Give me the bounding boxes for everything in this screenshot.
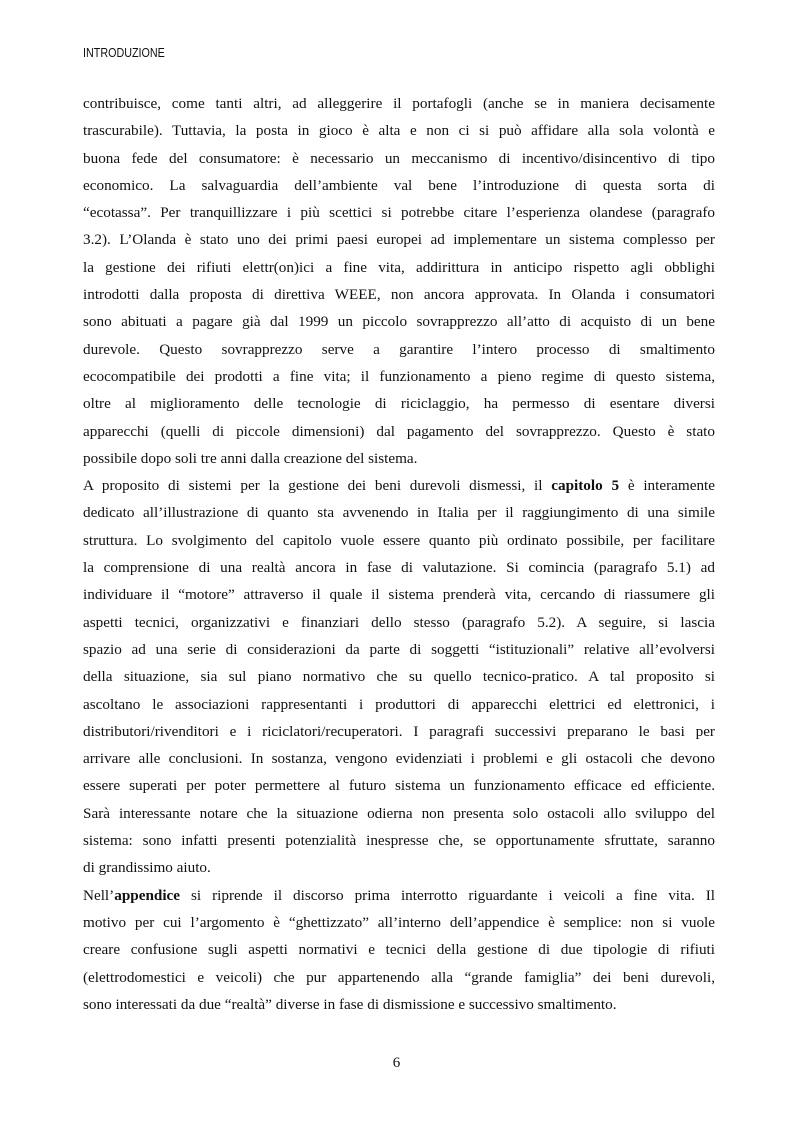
text-segment: di grandissimo aiuto. <box>83 859 211 877</box>
text-line <box>83 199 715 226</box>
text-line <box>83 527 715 554</box>
text-segment: durevole. Questo sovrapprezzo serve a garantire l’intero processo di smaltimento <box>83 340 715 358</box>
text-line <box>83 117 715 144</box>
text-segment: “ecotassa”. Per tranquillizzare i più scettici si potrebbe citare l’esperienza olandese (paragrafo <box>83 204 715 222</box>
bold-term: capitolo 5 <box>551 477 620 495</box>
text-segment: creare confusione sugli aspetti normativi e tecnici della gestione di due tipologie di rifiuti <box>83 941 715 959</box>
text-line <box>83 964 715 991</box>
text-segment: introdotti dalla proposta di direttiva WEEE, non ancora approvata. In Olanda i consumatori <box>83 286 715 304</box>
text-line <box>83 718 715 745</box>
text-segment: è interamente <box>619 477 716 495</box>
text-line <box>83 308 715 335</box>
text-segment: motivo per cui l’argomento è “ghettizzato” all’interno dell’appendice è semplice: non si vuole <box>83 913 715 931</box>
text-segment: sono abituati a pagare già dal 1999 un piccolo sovrapprezzo all’atto di acquisto di un bene <box>83 313 715 331</box>
text-segment: Sarà interessante notare che la situazione odierna non presenta solo ostacoli allo sviluppo del <box>83 804 715 822</box>
text-line <box>83 336 715 363</box>
running-header: INTRODUZIONE <box>83 46 165 60</box>
text-line <box>83 745 715 772</box>
text-segment: aspetti tecnici, organizzativi e finanziari dello stesso (paragrafo 5.2). A seguire, si lascia <box>83 613 715 631</box>
text-line <box>83 991 715 1018</box>
text-segment: si riprende il discorso prima interrotto riguardante i veicoli a fine vita. Il <box>180 886 715 904</box>
text-segment: ecocompatibile dei prodotti a fine vita; il funzionamento a pieno regime di questo sistema, <box>83 367 715 385</box>
text-line <box>83 854 715 881</box>
text-line <box>83 609 715 636</box>
text-line <box>83 691 715 718</box>
text-segment: apparecchi (quelli di piccole dimensioni) dal pagamento del sovrapprezzo. Questo è stato <box>83 422 715 440</box>
text-line <box>83 772 715 799</box>
text-segment: dedicato all’illustrazione di quanto sta avvenendo in Italia per il raggiungimento di una simile <box>83 504 715 522</box>
text-line <box>83 800 715 827</box>
page-number: 6 <box>392 1055 401 1071</box>
text-line <box>83 145 715 172</box>
text-segment: ascoltano le associazioni rappresentanti i produttori di apparecchi elettrici ed elettronici, i <box>83 695 715 713</box>
text-segment: oltre al miglioramento delle tecnologie di riciclaggio, ha permesso di esentare diversi <box>83 395 715 413</box>
text-segment: 3.2). L’Olanda è stato uno dei primi paesi europei ad implementare un sistema complesso per <box>83 231 715 249</box>
text-segment: essere superati per poter permettere al futuro sistema un funzionamento efficace ed efficiente. <box>83 777 715 795</box>
text-segment: contribuisce, come tanti altri, ad alleggerire il portafogli (anche se in maniera decisamente <box>83 95 715 112</box>
text-line <box>83 390 715 417</box>
text-segment: la comprensione di una realtà ancora in fase di valutazione. Si comincia (paragrafo 5.1) ad <box>83 559 715 577</box>
text-line <box>83 936 715 963</box>
text-segment: individuare il “motore” attraverso il quale il sistema prenderà vita, cercando di riassumere gli <box>83 586 715 604</box>
text-line <box>83 663 715 690</box>
text-line <box>83 418 715 445</box>
text-line <box>83 581 715 608</box>
text-segment: buona fede del consumatore: è necessario un meccanismo di incentivo/disincentivo di tipo <box>83 149 715 167</box>
text-segment: della situazione, sia sul piano normativo che su quello tecnico-pratico. A tal proposito si <box>83 668 715 686</box>
text-segment: possibile dopo soli tre anni dalla creazione del sistema. <box>83 449 418 467</box>
text-line <box>83 363 715 390</box>
text-line <box>83 90 715 117</box>
text-segment: spazio ad una serie di considerazioni da parte di soggetti “istituzionali” relative all’evolversi <box>83 640 715 658</box>
text-line <box>83 445 715 472</box>
body-text <box>83 90 715 1018</box>
bold-term: appendice <box>114 886 181 904</box>
text-segment: Nell’ <box>83 886 115 904</box>
text-line <box>83 909 715 936</box>
text-segment: trascurabile). Tuttavia, la posta in gioco è alta e non ci si può affidare alla sola volontà e <box>83 122 715 140</box>
text-segment: economico. La salvaguardia dell’ambiente val bene l’introduzione di questa sorta di <box>83 176 715 194</box>
text-segment: distributori/rivenditori e i riciclatori/recuperatori. I paragrafi successivi preparano le basi per <box>83 722 715 740</box>
text-segment: A proposito di sistemi per la gestione dei beni durevoli dismessi, il <box>83 477 552 495</box>
text-segment: struttura. Lo svolgimento del capitolo vuole essere quanto più ordinato possibile, per facilitare <box>83 531 715 549</box>
text-line <box>83 254 715 281</box>
text-segment: sono interessati da due “realtà” diverse in fase di dismissione e successivo smaltimento. <box>83 995 617 1013</box>
text-line <box>83 554 715 581</box>
text-segment: sistema: sono infatti presenti potenzialità inespresse che, se opportunamente sfruttate, saranno <box>83 832 715 850</box>
text-line <box>83 882 715 909</box>
text-segment: (elettrodomestici e veicoli) che pur appartenendo alla “grande famiglia” dei beni durevoli, <box>83 968 715 986</box>
text-line <box>83 472 715 499</box>
text-line <box>83 636 715 663</box>
text-line <box>83 281 715 308</box>
text-line <box>83 499 715 526</box>
text-line <box>83 172 715 199</box>
text-segment: la gestione dei rifiuti elettr(on)ici a fine vita, addirittura in anticipo rispetto agli obblighi <box>83 258 715 276</box>
text-line <box>83 827 715 854</box>
text-line <box>83 226 715 253</box>
text-segment: arrivare alle conclusioni. In sostanza, vengono evidenziati i problemi e gli ostacoli che devono <box>83 750 715 768</box>
